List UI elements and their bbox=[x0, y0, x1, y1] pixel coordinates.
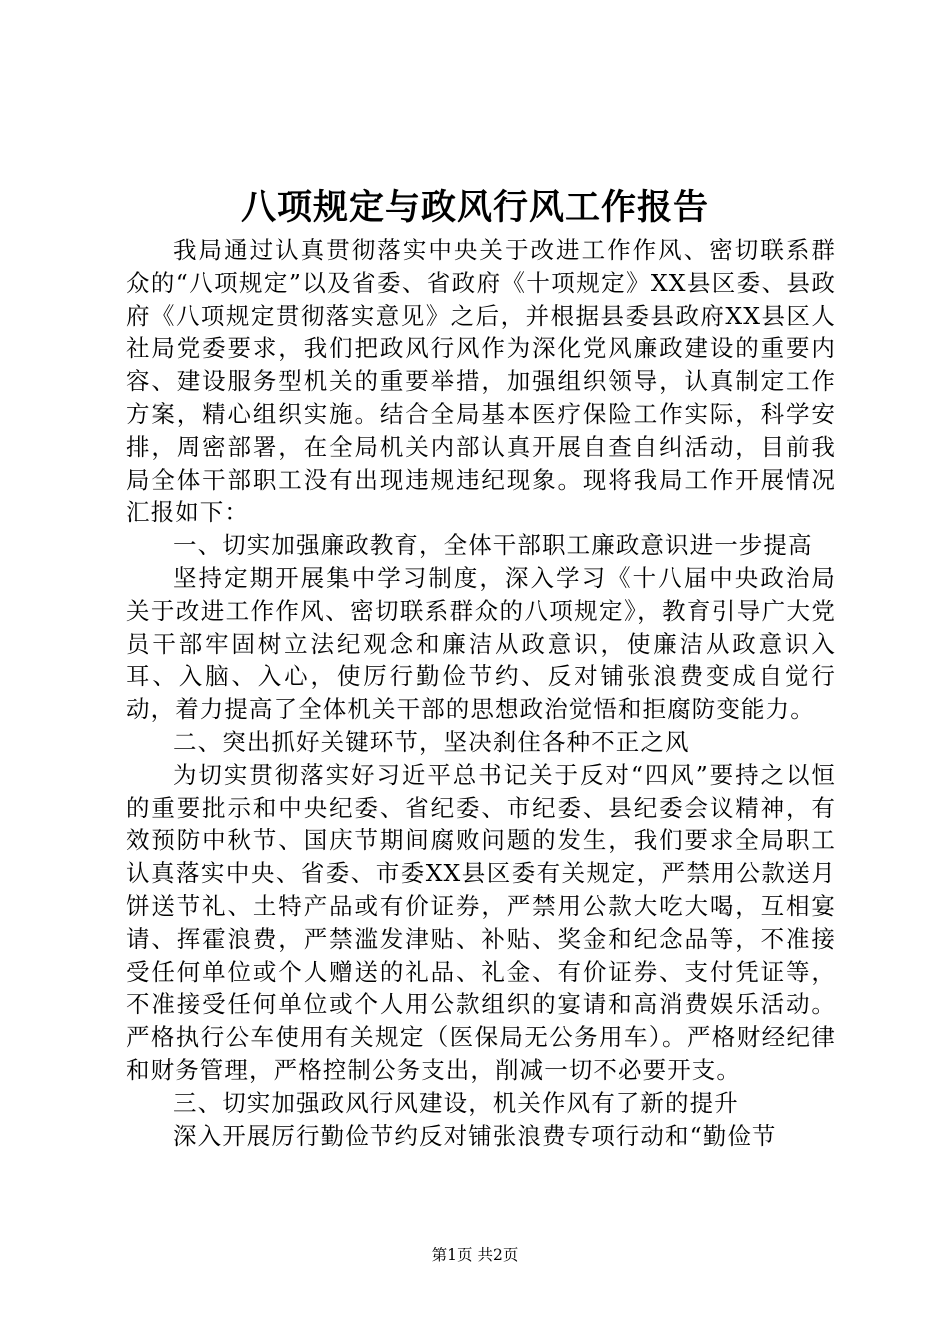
section-paragraph-2: 为切实贯彻落实好习近平总书记关于反对“四风”要持之以恒的重要批示和中央纪委、省纪委、市纪委、县纪委会议精神，有效预防中秋节、国庆节期间腐败问题的发生，我们要求全局职工认真落实中央、省委、市委XX县区委有关规定，严禁用公款送月饼送节礼、土特产品或有价证券，严禁用公款大吃大喝，互相宴请、挥霍浪费，严禁滥发津贴、补贴、奖金和纪念品等，不准接受任何单位或个人赠送的礼品、礼金、有价证券、支付凭证等，不准接受任何单位或个人用公款组织的宴请和高消费娱乐活动。严格执行公车使用有关规定（医保局无公务用车）。严格财经纪律和财务管理，严格控制公务支出，削减一切不必要开支。 bbox=[126, 760, 836, 1084]
section-paragraph-1: 坚持定期开展集中学习制度，深入学习《十八届中央政治局关于改进工作作风、密切联系群众的八项规定》，教育引导广大党员干部牢固树立法纪观念和廉洁从政意识，使廉洁从政意识入耳、入脑、入心，使厉行勤俭节约、反对铺张浪费变成自觉行动，着力提高了全体机关干部的思想政治觉悟和拒腐防变能力。 bbox=[126, 563, 836, 724]
section-heading-1: 一、切实加强廉政教育，全体干部职工廉政意识进一步提高 bbox=[173, 531, 813, 560]
intro-paragraph: 我局通过认真贯彻落实中央关于改进工作作风、密切联系群众的“八项规定”以及省委、省政府《十项规定》XX县区委、县政府《八项规定贯彻落实意见》之后，并根据县委县政府XX县区人社局党委要求，我们把政风行风作为深化党风廉政建设的重要内容、建设服务型机关的重要举措，加强组织领导，认真制定工作方案，精心组织实施。结合全局基本医疗保险工作实际，科学安排，周密部署，在全局机关内部认真开展自查自纠活动，目前我局全体干部职工没有出现违规违纪现象。现将我局工作开展情况汇报如下： bbox=[126, 236, 836, 527]
section-paragraph-3: 深入开展厉行勤俭节约反对铺张浪费专项行动和“勤俭节 bbox=[173, 1121, 777, 1150]
document-title: 八项规定与政风行风工作报告 bbox=[240, 187, 709, 228]
page-footer: 第1页 共2页 bbox=[431, 1246, 519, 1264]
section-heading-3: 三、切实加强政风行风建设，机关作风有了新的提升 bbox=[173, 1088, 739, 1117]
document-body bbox=[126, 234, 836, 1152]
section-heading-2: 二、突出抓好关键环节，坚决刹住各种不正之风 bbox=[173, 727, 690, 756]
